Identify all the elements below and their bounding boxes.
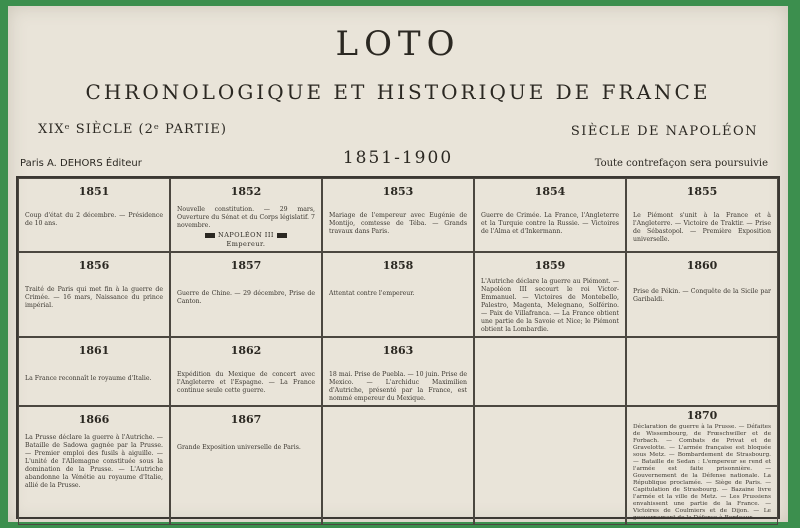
grid-cell-1867 [170,406,322,525]
cell-year: 1866 [78,413,110,426]
cell-year: 1862 [230,344,262,357]
cell-text: Le Piémont s'unit à la France et à l'Angleterre. — Victoire de Traktir. — Prise de Sébastopol. — Première Exposition universelle. [633,212,771,243]
ornament-bar-right [277,233,287,238]
grid-cell-1856 [18,252,170,337]
grid-cell-1863 [322,337,474,406]
copyright-notice: Toute contrefaçon sera poursuivie [594,158,768,169]
emperor-name: NAPOLÉON III [218,231,274,239]
page-subtitle: CHRONOLOGIQUE ET HISTORIQUE DE FRANCE [85,80,711,104]
grid-cell-1858 [322,252,474,337]
cell-year: 1860 [686,259,718,272]
cell-year: 1854 [534,185,566,198]
grid-cell-empty [322,406,474,525]
cell-text: Prise de Pékin. — Conquête de la Sicile par Garibaldi. [633,288,771,303]
cell-year: 1856 [78,259,110,272]
cell-text: Traité de Paris qui met fin à la guerre de Crimée. — 16 mars, Naissance du prince impérial. [25,286,163,309]
cell-year: 1855 [686,185,718,198]
page-title: LOTO [335,24,461,64]
cell-year: 1852 [230,185,262,198]
cell-year: 1858 [382,259,414,272]
grid-cell-1851 [18,178,170,252]
cell-text: Attentat contre l'empereur. [329,290,415,297]
cell-text: La Prusse déclare la guerre à l'Autriche. — Bataille de Sadowa gagnée par la Prusse. — Premier emploi des fusils à aiguille. — L'unité de l'Allemagne constituée sous la domination de la Prusse. — L'Autriche abandonne la Vénétie au royaume d'Italie, allié de la Prusse. [25,434,163,489]
cell-text: Nouvelle constitution. — 29 mars, Ouverture du Sénat et du Corps législatif. 7 novembre. [177,206,315,229]
cell-text: La France reconnaît le royaume d'Italie. [25,375,152,382]
cell-text: Expédition du Mexique de concert avec l'Angleterre et l'Espagne. — La France continue seule cette guerre. [177,371,315,394]
emperor-name-line [177,231,315,239]
cell-text: Grande Exposition universelle de Paris. [177,444,301,451]
years-range: 1851-1900 [342,148,454,168]
loto-grid [16,176,780,519]
century-label-right: SIÈCLE DE NAPOLÉON [570,124,758,139]
cell-text: Guerre de Crimée. La France, l'Angleterre et la Turquie contre la Russie. — Victoires de l'Alma et d'Inkermann. [481,212,619,235]
ornament-bar-left [205,233,215,238]
loto-card [8,6,788,522]
grid-cell-1866 [18,406,170,525]
cell-year: 1859 [534,259,566,272]
cell-text: L'Autriche déclare la guerre au Piémont. — Napoléon III secourt le roi Victor-Emmanuel. — Victoires de Montebello, Palestro, Magenta, Melegnano, Solférino. — Paix de Villafranca. — La France obtient une partie de la Savoie et Nice; le Piémont obtient la Lombardie. [481,278,619,333]
grid-cell-1860 [626,252,778,337]
grid-cell-1853 [322,178,474,252]
publisher-label: Paris A. DEHORS Éditeur [20,158,142,169]
cell-text: Guerre de Chine. — 29 décembre, Prise de Canton. [177,290,315,305]
grid-cell-1854 [474,178,626,252]
grid-cell-1855 [626,178,778,252]
cell-year: 1853 [382,185,414,198]
cell-year: 1867 [230,413,262,426]
cell-year: 1851 [78,185,110,198]
cell-year: 1863 [382,344,414,357]
grid-cell-empty [474,337,626,406]
cell-year: 1857 [230,259,262,272]
grid-cell-1857 [170,252,322,337]
grid-cell-1861 [18,337,170,406]
emperor-title: Empereur. [226,240,266,248]
cell-text: Déclaration de guerre à la Prusse. — Défaites de Wissembourg, de Frœschwiller et de Forbach. — Combats de Privat et de Gravelotte. — L'armée française est bloquée sous Metz. — Bombardement de Strasbourg. — Bataille de Sedan : L'empereur se rend et l'armée est faite prisonnière. — Gouvernement de la Défense nationale. La République proclamée. — Siège de Paris. — Capitulation de Strasbourg. — Bazaine livre l'armée et la ville de Metz. — Les Prussiens envahissent une partie de la France. — Victoires de Coulmiers et de Dijon. — Le gouvernement de la Défense à Bordeaux. [633,424,771,521]
cell-text: Mariage de l'empereur avec Eugénie de Montijo, comtesse de Téba. — Grands travaux dans Paris. [329,212,467,235]
cell-text: 18 mai. Prise de Puebla. — 10 juin. Prise de Mexico. — L'archiduc Maximilien d'Autriche, présenté par la France, est nommé empereur du Mexique. [329,371,467,402]
grid-cell-empty [474,406,626,525]
cell-text: Coup d'état du 2 décembre. — Présidence de 10 ans. [25,212,163,227]
century-label-left: XIXᵉ SIÈCLE (2ᵉ PARTIE) [38,122,227,137]
grid-cell-1862 [170,337,322,406]
grid-cell-empty [626,337,778,406]
grid-cell-1852 [170,178,322,252]
grid-cell-1859 [474,252,626,337]
grid-cell-1870 [626,406,778,525]
cell-year: 1861 [78,344,110,357]
cell-year: 1870 [686,409,718,422]
